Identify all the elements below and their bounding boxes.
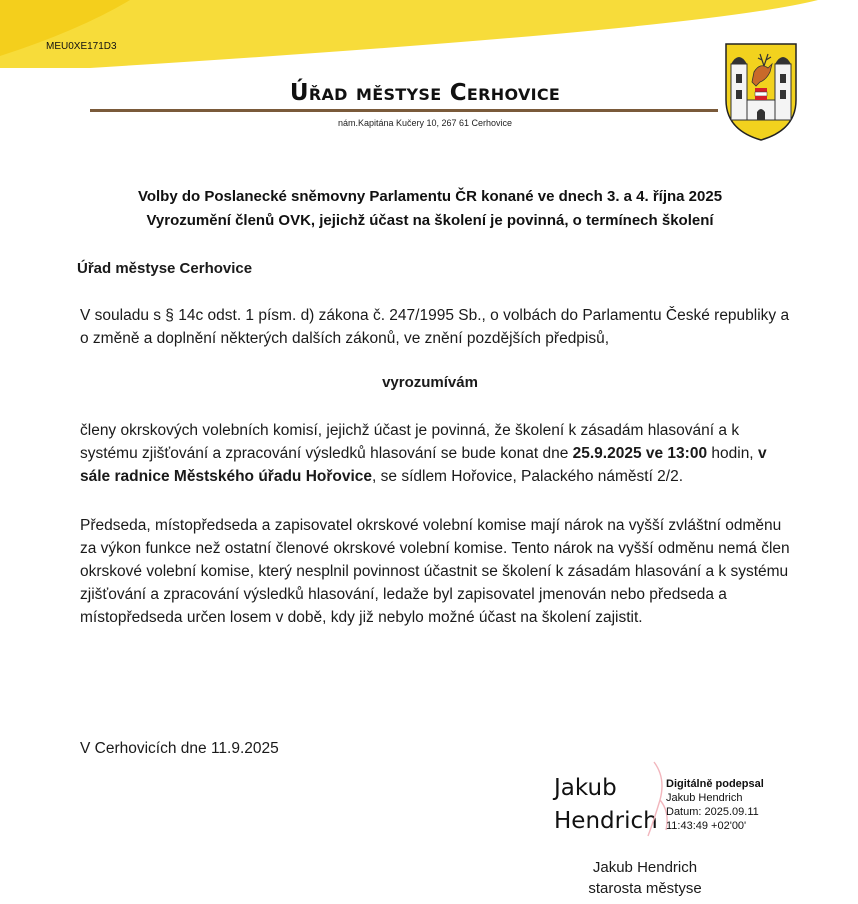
signer-block: [545, 857, 745, 899]
signature-last-name: Hendrich: [554, 808, 658, 834]
training-venue: v sále radnice Městského úřadu Hořovice: [80, 445, 767, 485]
signature-first-name: Jakub: [554, 775, 617, 801]
digital-signature-label: Digitálně podepsal: [666, 778, 764, 790]
office-address: nám.Kapitána Kučery 10, 267 61 Cerhovice: [337, 118, 513, 128]
banner-shape: [0, 0, 818, 68]
signer-role: starosta městyse: [588, 880, 702, 897]
digital-signature-date: Datum: 2025.09.11: [666, 806, 759, 818]
signer-name: Jakub Hendrich: [592, 859, 698, 876]
notify-word: vyrozumívám: [382, 374, 478, 391]
digital-signature-name: Jakub Hendrich: [666, 792, 743, 804]
training-text-2: hodin,: [707, 445, 758, 462]
remuneration-paragraph: Předseda, místopředseda a zapisovatel okrskové volební komise mají nárok na vyšší zvláštní odměnu za výkon funkce než ostatní členové okrskové volební komise. Tento nárok na vyšší odměnu nemá člen okrskové volební komise, který nesplnil povinnost účastnit se školení k zásadám hlasování a k systému zjišťování a zpracování výsledků hlasování, ledaže byl zapisovatel jmenován nebo předseda a místopředseda určen losem v době, kdy již nebylo možné účast na školení zajistit.: [80, 517, 790, 626]
training-text-3: , se sídlem Hořovice, Palackého náměstí 2/2.: [372, 468, 684, 485]
training-paragraph: [80, 419, 800, 488]
legal-basis-paragraph: V souladu s § 14c odst. 1 písm. d) zákona č. 247/1995 Sb., o volbách do Parlamentu České republiky a o změně a doplnění některých dalších zákonů, ve znění pozdějších předpisů,: [80, 307, 790, 347]
training-text-1: členy okrskových volebních komisí, jejichž účast je povinná, že školení k zásadám hlasování a k systému zjišťování a zpracování výsledků hlasování se bude konat dne: [80, 422, 740, 462]
document-id: MEU0XE171D3: [46, 41, 117, 52]
place-and-date: V Cerhovicích dne 11.9.2025: [80, 740, 279, 757]
coat-of-arms-icon: [724, 42, 798, 142]
header-rule: [90, 109, 718, 112]
digital-signature-block: [666, 777, 764, 833]
training-datetime: 25.9.2025 ve 13:00: [572, 445, 708, 462]
title-line-1: Volby do Poslanecké sněmovny Parlamentu ČR konané ve dnech 3. a 4. října 2025: [137, 188, 723, 205]
issuer-line: Úřad městyse Cerhovice: [77, 260, 253, 277]
digital-signature-time: 11:43:49 +02'00': [666, 820, 747, 832]
office-title: Úřad městyse Cerhovice: [289, 80, 561, 106]
title-line-2: Vyrozumění členů OVK, jejichž účast na školení je povinná, o termínech školení: [146, 212, 714, 229]
